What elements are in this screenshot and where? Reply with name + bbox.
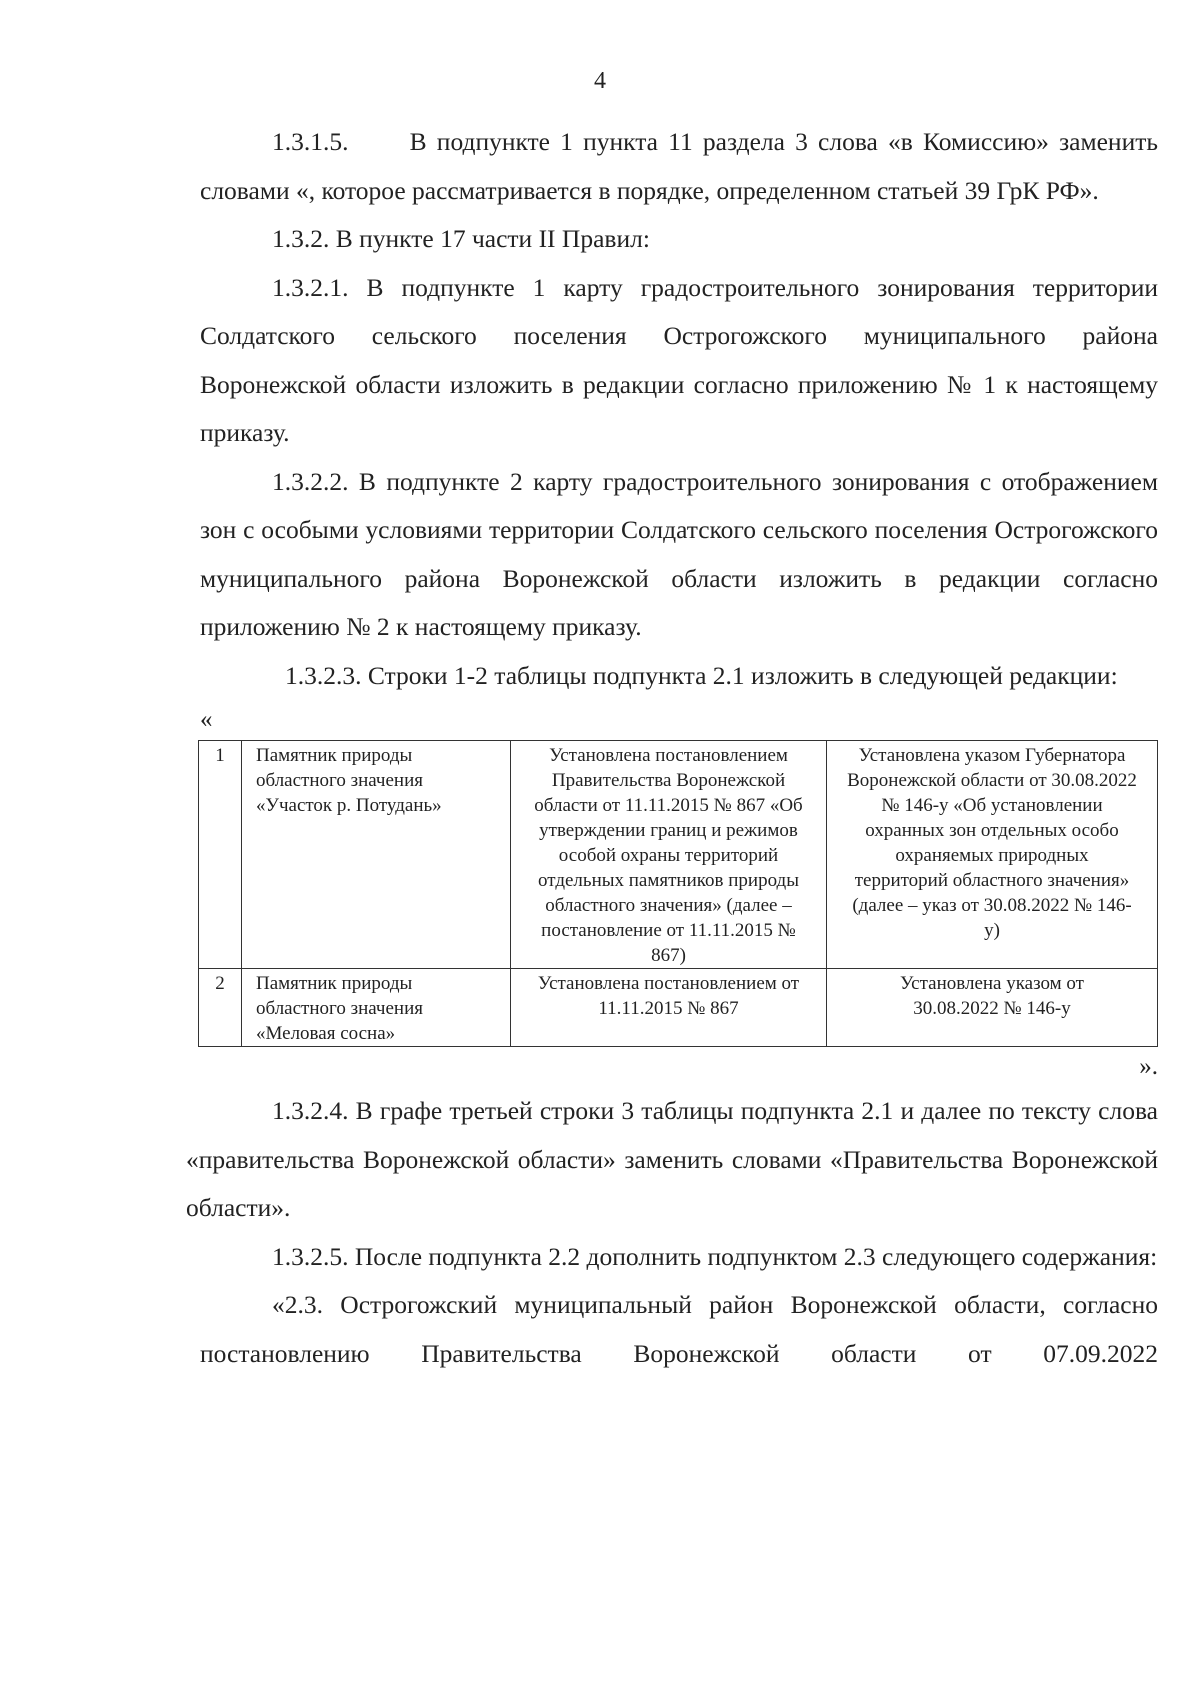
table-cell-decree: Установлена указом Губернатора Воронежской области от 30.08.2022 № 146-у «Об установлении охранных зон отдельных особо охраняемых природных территорий областного значения» (далее – указ от 30.08.2022 № 146-у) xyxy=(827,741,1158,969)
paragraph-1-3-2-4: 1.3.2.4. В графе третьей строки 3 таблицы подпункта 2.1 и далее по тексту слова «правительства Воронежской области» заменить словами «Правительства Воронежской области». xyxy=(186,1096,1158,1222)
opening-quote-mark: « xyxy=(200,706,213,733)
paragraph-1-3-2-1: 1.3.2.1. В подпункте 1 карту градостроительного зонирования территории Солдатского сельского поселения Острогожского муниципального района Воронежской области изложить в редакции согласно приложению № 1 к настоящему приказу. xyxy=(200,272,1158,447)
protected-areas-table xyxy=(198,740,1158,1047)
closing-quote-mark: ». xyxy=(1139,1053,1158,1080)
page-number: 4 xyxy=(594,68,606,94)
paragraph-1-3-2-5: 1.3.2.5. После подпункта 2.2 дополнить подпунктом 2.3 следующего содержания: xyxy=(272,1241,1158,1271)
table-cell-number: 1 xyxy=(199,741,242,969)
table-cell-resolution: Установлена постановлением Правительства Воронежской области от 11.11.2015 № 867 «Об утверждении границ и режимов особой охраны территорий отдельных памятников природы областного значения» (далее – постановление от 11.11.2015 № 867) xyxy=(511,741,827,969)
table-cell-decree: Установлена указом от 30.08.2022 № 146-у xyxy=(827,969,1158,1047)
paragraph-1-3-1-5: 1.3.1.5. В подпункте 1 пункта 11 раздела 3 слова «в Комиссию» заменить словами «, которое рассматривается в порядке, определенном статьей 39 ГрК РФ». xyxy=(200,127,1165,205)
paragraph-1-3-2-2: 1.3.2.2. В подпункте 2 карту градостроительного зонирования с отображением зон с особыми условиями территории Солдатского сельского поселения Острогожского муниципального района Воронежской области изложить в редакции согласно приложению № 2 к настоящему приказу. xyxy=(200,466,1158,641)
table-row xyxy=(199,969,1158,1047)
table-cell-name: Памятник природы областного значения «Участок р. Потудань» xyxy=(242,741,511,969)
table-cell-number: 2 xyxy=(199,969,242,1047)
paragraphs-after-table xyxy=(186,1087,1158,1233)
paragraph-1-3-2: 1.3.2. В пункте 17 части II Правил: xyxy=(272,224,650,253)
table-cell-name: Памятник природы областного значения «Меловая сосна» xyxy=(242,969,511,1047)
document-body xyxy=(186,118,1165,1378)
table-cell-resolution: Установлена постановлением от 11.11.2015 № 867 xyxy=(511,969,827,1047)
paragraph-2-3-start: «2.3. Острогожский муниципальный район Воронежской области, согласно постановлению Правительства Воронежской области от 07.09.2022 xyxy=(200,1290,1158,1368)
paragraph-1-3-2-3: 1.3.2.3. Строки 1-2 таблицы подпункта 2.1 изложить в следующей редакции: xyxy=(285,660,1118,690)
table-row xyxy=(199,741,1158,969)
